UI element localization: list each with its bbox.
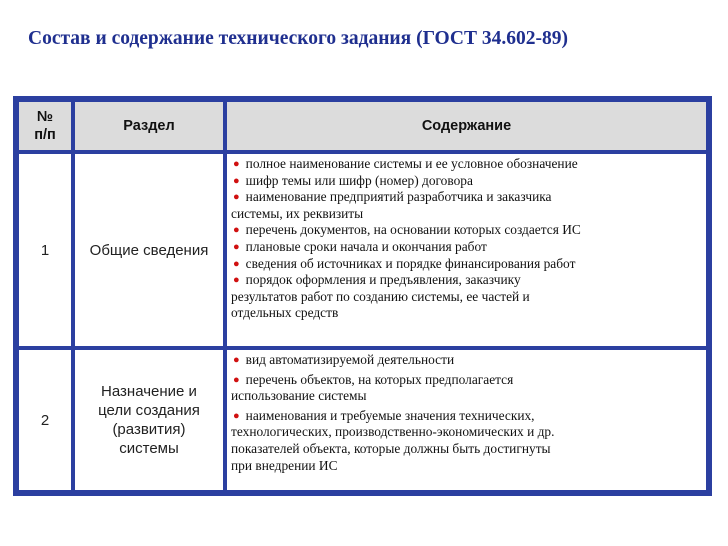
bullet-icon: ● <box>233 354 240 366</box>
row1-item-3-cont: системы, их реквизиты <box>231 205 364 221</box>
gost-table <box>13 96 712 496</box>
row2-item-3-cont1: технологических, производственно-экономических и др. <box>231 424 555 440</box>
row1-section: Общие сведения <box>75 154 223 346</box>
row1-item-7-cont2: отдельных средств <box>231 305 339 321</box>
row2-section <box>75 350 223 490</box>
row2-item-3: ● наименования и требуемые значения технических, <box>233 407 535 423</box>
header-num-line2: п/п <box>34 127 56 143</box>
row2-section-line4: системы <box>119 440 179 457</box>
row2-item-2: ● перечень объектов, на которых предполагается <box>233 371 514 387</box>
row2-section-line3: (развития) <box>112 421 186 438</box>
header-num-line1: № <box>36 109 54 125</box>
row2-number: 2 <box>19 350 71 490</box>
row2-item-2-cont: использование системы <box>231 388 367 404</box>
row2-item-3-cont2: показателей объекта, которые должны быть достигнуты <box>231 440 551 456</box>
row2-content <box>227 350 706 490</box>
bullet-icon: ● <box>233 257 240 270</box>
bullet-icon: ● <box>233 158 240 170</box>
bullet-icon: ● <box>233 224 240 237</box>
row1-item-7: ● порядок оформления и предъявления, заказчику <box>233 272 521 288</box>
row2-item-3-cont3: при внедрении ИС <box>231 457 338 473</box>
bullet-icon: ● <box>233 191 240 204</box>
row1-item-4: ● перечень документов, на основании которых создается ИС <box>233 222 581 238</box>
row2-section-line2: цели создания <box>98 402 200 419</box>
row2-section-line1: Назначение и <box>101 383 197 400</box>
row1-item-7-cont1: результатов работ по созданию системы, ее частей и <box>231 288 530 304</box>
bullet-icon: ● <box>233 240 240 253</box>
row1-item-6: ● сведения об источниках и порядке финансирования работ <box>233 255 576 271</box>
row1-number: 1 <box>19 154 71 346</box>
header-section: Раздел <box>75 102 223 150</box>
row1-content <box>227 154 706 346</box>
bullet-icon: ● <box>233 409 240 422</box>
row1-item-5: ● плановые сроки начала и окончания работ <box>233 238 487 254</box>
row1-item-3: ● наименование предприятий разработчика и заказчика <box>233 189 552 205</box>
row2-item-1: ● вид автоматизируемой деятельности <box>233 352 455 367</box>
row1-item-1: ● полное наименование системы и ее условное обозначение <box>233 156 578 171</box>
page-title: Состав и содержание технического задания (ГОСТ 34.602-89) <box>28 28 568 49</box>
bullet-icon: ● <box>233 174 240 187</box>
header-content: Содержание <box>227 102 706 150</box>
bullet-icon: ● <box>233 274 240 287</box>
bullet-icon: ● <box>233 373 240 386</box>
row1-item-2: ● шифр темы или шифр (номер) договора <box>233 172 473 188</box>
header-num <box>19 102 71 150</box>
